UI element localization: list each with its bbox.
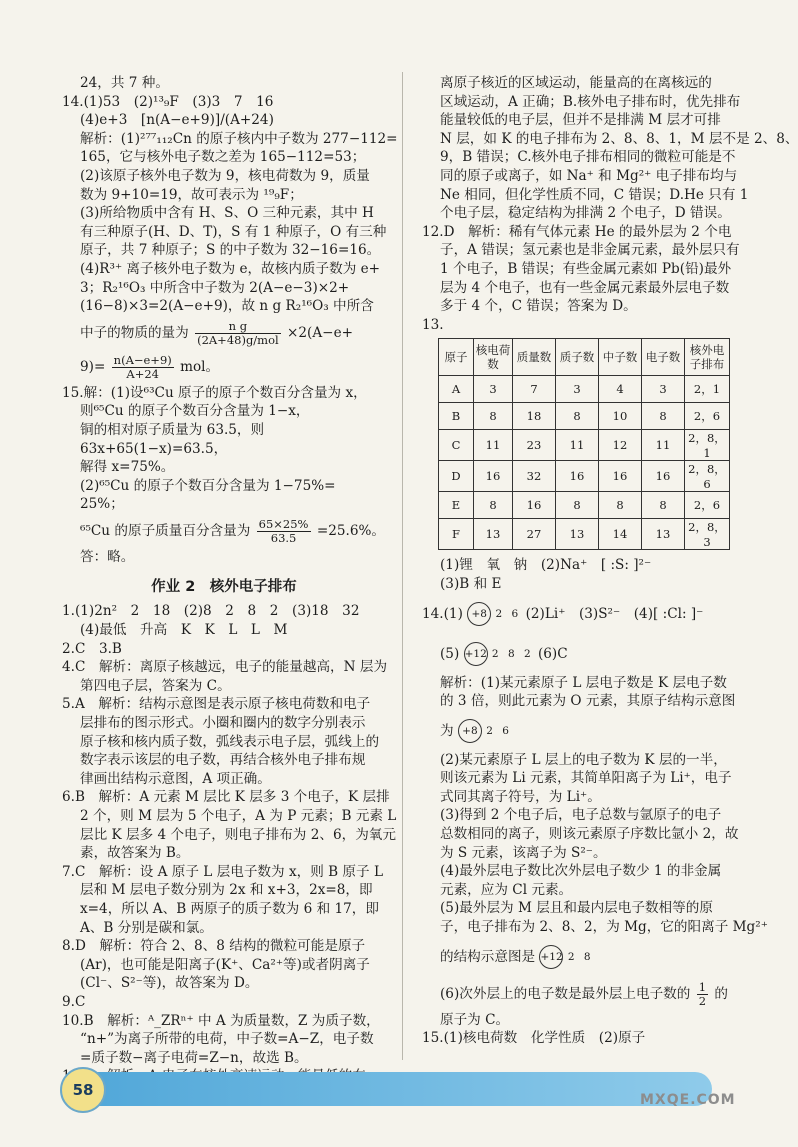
page-number: 58	[60, 1067, 106, 1113]
text-line: 式同其离子符号，为 Li⁺。	[440, 788, 601, 805]
text-line: 层排布的图示形式。小圈和圈内的数字分别表示	[80, 715, 366, 732]
text-line: 数为 9+10=19，故可表示为 ¹⁹₉F；	[80, 186, 303, 203]
text-line: (16−8)×3=2(A−e+9)，故 n g R₂¹⁶O₃ 中所含	[80, 298, 374, 315]
table-cell: 2，8，3	[685, 519, 730, 550]
table-cell: C	[439, 430, 474, 461]
atom-nucleus-icon: +12	[464, 642, 488, 666]
table-cell: 14	[599, 519, 642, 550]
table-cell: A	[439, 376, 474, 403]
formula-line	[62, 350, 386, 384]
text-line: 区域运动，A 正确；B.核外电子排布时，优先排布	[440, 93, 741, 110]
text-line: (3)所给物质中含有 H、S、O 三种元素，其中 H	[80, 205, 374, 222]
question-6: 6.B 解析：A 元素 M 层比 K 层多 3 个电子，K 层排	[62, 789, 390, 806]
text-line: (1)锂 氧 钠 (2)Na⁺ [ :S: ]²⁻	[440, 557, 652, 574]
left-column	[62, 74, 398, 1086]
table-cell: 16	[642, 461, 685, 492]
formula-line	[62, 316, 386, 350]
question-15: 15.解：(1)设⁶³Cu 原子的原子个数百分含量为 x，	[62, 384, 367, 401]
table-row	[439, 403, 730, 430]
text-line: 有三种原子(H、D、T)，S 有 1 种原子，O 有三种	[80, 223, 387, 240]
table-header: 原子	[439, 339, 474, 376]
table-cell: 18	[513, 403, 556, 430]
formula-line	[422, 977, 746, 1011]
text-line: (4)e+3 [n(A−e+9)]/(A+24)	[80, 112, 274, 129]
text-line: =质子数−离子电荷=Z−n，故选 B。	[80, 1049, 308, 1066]
diagram-line	[422, 711, 746, 751]
question-7: 7.C 解析：设 A 原子 L 层电子数为 x，则 B 原子 L	[62, 863, 383, 880]
fraction-denominator: 63.5	[270, 530, 297, 545]
fraction	[195, 320, 281, 347]
atom-nucleus-icon: +8	[458, 719, 482, 743]
table-cell: 23	[513, 430, 556, 461]
table-cell: 4	[599, 376, 642, 403]
text-line: N 层，如 K 的电子排布为 2、8、8、1，M 层不是 2、8、	[440, 130, 798, 147]
text-line: 能量较低的电子层，但并不是排满 M 层才可排	[440, 112, 721, 129]
table-cell: F	[439, 519, 474, 550]
text-segment: =25.6%。	[316, 522, 385, 539]
question-4: 4.C 解析：离原子核越远，电子的能量越高，N 层为	[62, 659, 388, 676]
table-header: 电子数	[642, 339, 685, 376]
atom-nucleus-icon: +12	[539, 945, 563, 969]
table-cell: 8	[556, 492, 599, 519]
text-line: (Ar)，也可能是阳离子(K⁺、Ca²⁺等)或者阴离子	[80, 956, 370, 973]
question-14-line	[422, 594, 746, 634]
text-line: 3；R₂¹⁶O₃ 中所含中子数为 2(A−e−3)×2+	[80, 279, 350, 296]
diagram-line	[422, 937, 746, 977]
text-line: 24，共 7 种。	[80, 75, 169, 91]
table-cell: 10	[599, 403, 642, 430]
text-line: 元素，应为 Cl 元素。	[440, 881, 573, 898]
text-line: 2 个，则 M 层为 5 个电子，A 为 P 元素；B 元素 L	[80, 808, 397, 824]
text-line: 子，A 错误；氢元素也是非金属元素，最外层只有	[440, 242, 740, 259]
table-cell: 16	[556, 461, 599, 492]
column-divider	[402, 72, 403, 1060]
text-line: 则该元素为 Li 元素，其简单阳离子为 Li⁺，电子	[440, 770, 732, 787]
text-segment: (6)次外层上的电子数是最外层上电子数的	[440, 985, 691, 1002]
table-header: 质量数	[513, 339, 556, 376]
text-line: 数字表示该层的电子数，再结合核外电子排布规	[80, 752, 366, 769]
text-line: 的 3 倍，则此元素为 O 元素，其原子结构示意图	[440, 693, 736, 710]
table-header: 核外电子排布	[685, 339, 730, 376]
fraction	[697, 981, 708, 1008]
fraction-numerator: n(A−e+9)	[113, 352, 172, 367]
text-line: (2)某元素原子 L 层上的电子数为 K 层的一半，	[440, 751, 727, 768]
analysis-line: 解析：(1)某元素原子 L 层电子数是 K 层电子数	[440, 674, 727, 691]
text-line: 子，电子排布为 2、8、2，为 Mg，它的阳离子 Mg²⁺	[440, 919, 768, 936]
fraction	[257, 518, 311, 545]
text-line: 第四电子层，答案为 C。	[80, 677, 231, 694]
fraction-numerator: n g	[195, 320, 281, 334]
text-line: “n+”为离子所带的电荷，中子数=A−Z，电子数	[80, 1031, 374, 1048]
table-cell: B	[439, 403, 474, 430]
text-segment: 中子的物质的量为	[80, 324, 189, 341]
table-cell: 2，1	[685, 376, 730, 403]
table-cell: 2，8，1	[685, 430, 730, 461]
table-cell: 7	[513, 376, 556, 403]
text-line: 9，B 错误；C.核外电子排布相同的微粒可能是不	[440, 149, 736, 166]
table-cell: 8	[556, 403, 599, 430]
text-line: (4)最低 升高 K K L L M	[80, 622, 288, 639]
table-header: 核电荷数	[474, 339, 513, 376]
text-segment: ⁶⁵Cu 的原子质量百分含量为	[80, 522, 251, 539]
table-row	[439, 461, 730, 492]
table-cell: 3	[474, 376, 513, 403]
table-cell: 32	[513, 461, 556, 492]
fraction-denominator: A+24	[126, 366, 159, 381]
table-cell: 8	[642, 492, 685, 519]
table-cell: 8	[599, 492, 642, 519]
text-line: 律画出结构示意图，A 项正确。	[80, 770, 271, 787]
table-cell: 8	[474, 492, 513, 519]
table-cell: 3	[642, 376, 685, 403]
text-line: 1 个电子，B 错误；有些金属元素如 Pb(铅)最外	[440, 260, 732, 277]
text-line: (4)R³⁺ 离子核外电子数为 e，故核内质子数为 e+	[80, 260, 381, 277]
text-segment: mol。	[180, 358, 220, 375]
table-cell: 16	[599, 461, 642, 492]
table-cell: 11	[556, 430, 599, 461]
table-cell: 2，8，6	[685, 461, 730, 492]
question-9: 9.C	[62, 993, 86, 1010]
question-5: 5.A 解析：结构示意图是表示原子核电荷数和电子	[62, 696, 371, 713]
text-line: 解得 x=75%。	[80, 459, 175, 476]
text-line: x=4，所以 A、B 两原子的质子数为 6 和 17，即	[80, 900, 379, 917]
analysis-line: 解析：(1)²⁷⁷₁₁₂Cn 的原子核内中子数为 277−112=	[80, 130, 398, 147]
electron-shells: 2 8 2	[491, 648, 534, 660]
table-cell: 27	[513, 519, 556, 550]
electron-shells: 2 8	[567, 951, 594, 964]
fraction-denominator: 2	[698, 993, 707, 1008]
table-cell: 11	[474, 430, 513, 461]
question-14: 14.(1)53 (2)¹³₉F (3)3 7 16	[62, 93, 274, 110]
diagram-line	[422, 634, 746, 674]
table-cell: 13	[556, 519, 599, 550]
text-segment: 为	[440, 722, 454, 739]
text-line: 则⁶⁵Cu 的原子个数百分含量为 1−x，	[80, 403, 310, 420]
text-line: (3)B 和 E	[440, 575, 502, 592]
text-line: 层为 4 个电子，也有一些金属元素最外层电子数	[440, 279, 730, 296]
text-segment: (5)	[440, 645, 460, 662]
table-cell: 8	[642, 403, 685, 430]
text-line: 原子，共 7 种原子；S 的中子数为 32−16=16。	[80, 242, 381, 259]
table-cell: 16	[513, 492, 556, 519]
text-line: Ne 相同，但化学性质不同，C 错误；D.He 只有 1	[440, 186, 749, 203]
text-segment: 的	[714, 985, 728, 1002]
text-line: 个电子层，稳定结构为排满 2 个电子，D 错误。	[440, 205, 731, 222]
text-line: 铜的相对原子质量为 63.5，则	[80, 421, 265, 438]
fraction-denominator: (2A+48)g/mol	[197, 332, 279, 347]
table-cell: E	[439, 492, 474, 519]
fraction-numerator: 1	[698, 979, 707, 994]
watermark: MXQE.COM	[640, 1092, 736, 1108]
question-2-3: 2.C 3.B	[62, 640, 122, 657]
footer-bar	[62, 1072, 712, 1106]
table-row	[439, 376, 730, 403]
text-line: 层和 M 层电子数分别为 2x 和 x+3，2x=8，即	[80, 882, 373, 899]
text-line: 答：略。	[80, 548, 135, 565]
table-cell: 11	[642, 430, 685, 461]
text-line: 为 S 元素，该离子为 S²⁻。	[440, 844, 607, 861]
electron-shells: 2 6	[486, 725, 512, 738]
text-line: 素，故答案为 B。	[80, 845, 190, 862]
table-cell: 8	[474, 403, 513, 430]
text-line: (5)最外层为 M 层且和最内层电子数相等的原	[440, 900, 713, 917]
question-10: 10.B 解析：ᴬ_ZRⁿ⁺ 中 A 为质量数，Z 为质子数，	[62, 1012, 380, 1029]
question-15: 15.(1)核电荷数 化学性质 (2)原子	[422, 1030, 646, 1047]
text-line: 总数相同的离子，则该元素原子序数比氩小 2，故	[440, 826, 739, 843]
table-cell: D	[439, 461, 474, 492]
text-line: (2)⁶⁵Cu 的原子个数百分含量为 1−75%=	[80, 477, 336, 494]
table-cell: 3	[556, 376, 599, 403]
formula-line	[62, 514, 386, 548]
text-line: 同的原子或离子，如 Na⁺ 和 Mg²⁺ 电子排布均与	[440, 167, 738, 184]
atom-nucleus-icon: +8	[467, 602, 491, 626]
fraction	[112, 354, 174, 381]
table-header: 中子数	[599, 339, 642, 376]
text-line: (4)最外层电子数比次外层电子数少 1 的非金属	[440, 863, 722, 880]
fraction-numerator: 65×25%	[258, 516, 309, 531]
right-column	[422, 74, 798, 1048]
text-segment: (2)Li⁺ (3)S²⁻ (4)[ :Cl: ]⁻	[525, 605, 704, 622]
table-cell: 16	[474, 461, 513, 492]
text-line: 层比 K 层多 4 个电子，则电子排布为 2、6，为氧元	[80, 826, 396, 843]
table-row	[439, 430, 730, 461]
table-cell: 2，6	[685, 492, 730, 519]
question-12: 12.D 解析：稀有气体元素 He 的最外层为 2 个电	[422, 223, 732, 240]
atom-table	[438, 338, 730, 550]
table-row	[439, 519, 730, 550]
text-line: (Cl⁻、S²⁻等)，故答案为 D。	[80, 975, 259, 992]
text-line: A、B 分别是碳和氯。	[80, 919, 213, 936]
text-line: 165，它与核外电子数之差为 165−112=53；	[80, 149, 366, 166]
table-header: 质子数	[556, 339, 599, 376]
table-header-row	[439, 339, 730, 376]
table-cell: 2，6	[685, 403, 730, 430]
text-segment: 9)=	[80, 358, 106, 375]
text-line: 63x+65(1−x)=63.5，	[80, 440, 228, 457]
text-segment: ×2(A−e+	[287, 324, 353, 341]
table-cell: 13	[474, 519, 513, 550]
text-line: 原子核和核内质子数，弧线表示电子层，弧线上的	[80, 733, 380, 750]
text-line: 多于 4 个，C 错误；答案为 D。	[440, 298, 637, 315]
text-line: 25%；	[80, 496, 124, 513]
question-13: 13.	[422, 316, 444, 333]
question-1: 1.(1)2n² 2 18 (2)8 2 8 2 (3)18 32	[62, 603, 360, 620]
text-line: 离原子核近的区域运动，能量高的在离核远的	[440, 75, 712, 91]
electron-shells: 2 6	[495, 608, 522, 620]
text-segment: (6)C	[537, 645, 568, 662]
table-cell: 13	[642, 519, 685, 550]
text-segment: 14.(1)	[422, 605, 463, 622]
question-8: 8.D 解析：符合 2、8、8 结构的微粒可能是原子	[62, 938, 366, 955]
text-segment: 的结构示意图是	[440, 948, 536, 965]
text-line: 原子为 C。	[440, 1011, 510, 1028]
table-cell: 12	[599, 430, 642, 461]
table-row	[439, 492, 730, 519]
section-title: 作业 2 核外电子排布	[151, 579, 297, 596]
text-line: (2)该原子核外电子数为 9，核电荷数为 9，质量	[80, 167, 370, 184]
text-line: (3)得到 2 个电子后，电子总数与氩原子的电子	[440, 807, 722, 824]
